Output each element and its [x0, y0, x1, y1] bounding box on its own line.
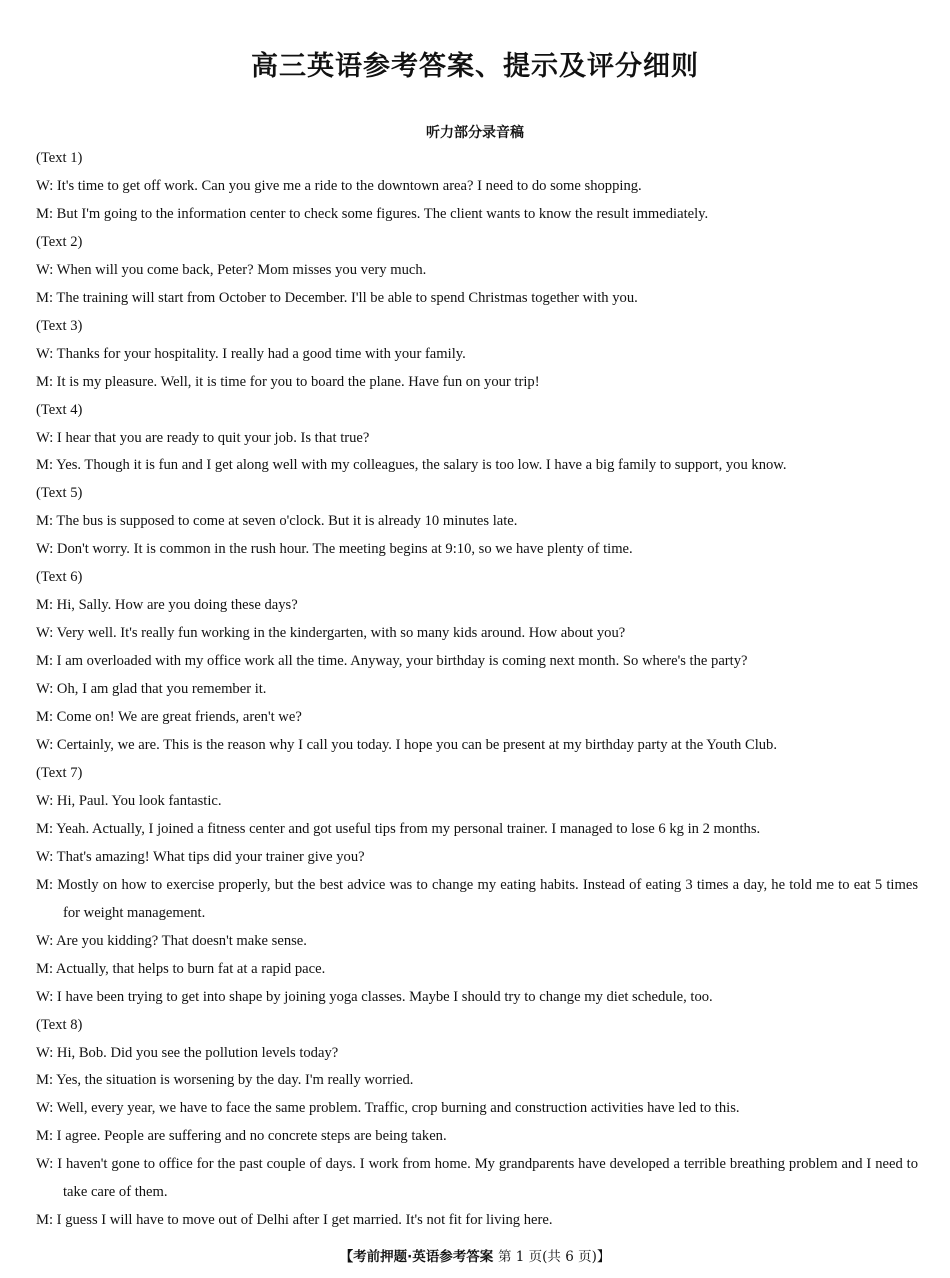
text-label: (Text 3)	[36, 317, 83, 334]
text-label: (Text 4)	[36, 401, 83, 418]
dialogue-line: M: Actually, that helps to burn fat at a rapid pace.	[36, 960, 326, 977]
dialogue-line: M: But I'm going to the information center to check some figures. The client wants to know the result immediately.	[36, 205, 709, 222]
dialogue-line: M: Yes. Though it is fun and I get along well with my colleagues, the salary is too low. I have a big family to support, you know.	[36, 457, 787, 474]
footer-label: 【考前押题·英语参考答案	[339, 1249, 494, 1265]
dialogue-line: W: Thanks for your hospitality. I really had a good time with your family.	[36, 345, 466, 362]
dialogue-line: W: Don't worry. It is common in the rush hour. The meeting begins at 9:10, so we have plenty of time.	[36, 541, 633, 558]
dialogue-line: M: It is my pleasure. Well, it is time for you to board the plane. Have fun on your trip!	[36, 373, 540, 390]
text-label: (Text 5)	[36, 485, 83, 502]
dialogue-line: M: Yeah. Actually, I joined a fitness center and got useful tips from my personal trainer. I managed to lose 6 kg in 2 months.	[36, 820, 761, 837]
dialogue-line: M: Hi, Sally. How are you doing these days?	[36, 597, 298, 614]
page-title: 高三英语参考答案、提示及评分细则	[251, 51, 699, 82]
dialogue-line: W: It's time to get off work. Can you give me a ride to the downtown area? I need to do some shopping.	[36, 177, 642, 194]
dialogue-line: W: That's amazing! What tips did your trainer give you?	[36, 848, 365, 865]
dialogue-line: M: I guess I will have to move out of Delhi after I get married. It's not fit for living here.	[36, 1212, 553, 1229]
dialogue-line: W: Hi, Bob. Did you see the pollution levels today?	[36, 1044, 339, 1061]
dialogue-line: M: Come on! We are great friends, aren't we?	[36, 709, 302, 726]
text-label: (Text 6)	[36, 569, 83, 586]
text-label: (Text 8)	[36, 1016, 83, 1033]
dialogue-line: W: Hi, Paul. You look fantastic.	[36, 792, 222, 809]
text-label: (Text 2)	[36, 233, 83, 250]
dialogue-line: M: I am overloaded with my office work all the time. Anyway, your birthday is coming next month. So where's the party?	[36, 653, 748, 670]
dialogue-line: W: I hear that you are ready to quit your job. Is that true?	[36, 429, 370, 446]
dialogue-line: W: I haven't gone to office for the past couple of days. I work from home. My grandparents have developed a terrible breathing problem and I need to take care of them.	[36, 1156, 918, 1201]
dialogue-line: M: I agree. People are suffering and no concrete steps are being taken.	[36, 1128, 447, 1145]
page-number: 第 1 页(共 6 页)】	[497, 1249, 611, 1265]
dialogue-line: M: Mostly on how to exercise properly, but the best advice was to change my eating habits. Instead of eating 3 times a day, he told me to eat 5 times for weight management.	[36, 876, 918, 921]
transcript	[36, 145, 918, 1235]
text-label: (Text 7)	[36, 764, 83, 781]
page-footer	[0, 1245, 950, 1265]
text-label: (Text 1)	[36, 150, 83, 166]
dialogue-line: W: I have been trying to get into shape by joining yoga classes. Maybe I should try to change my diet schedule, too.	[36, 988, 713, 1005]
dialogue-line: M: The training will start from October to December. I'll be able to spend Christmas together with you.	[36, 289, 638, 306]
dialogue-line: W: Certainly, we are. This is the reason why I call you today. I hope you can be present at my birthday party at the Youth Club.	[36, 737, 777, 754]
dialogue-line: M: Yes, the situation is worsening by the day. I'm really worried.	[36, 1072, 414, 1089]
section-title: 听力部分录音稿	[426, 125, 524, 141]
dialogue-line: M: The bus is supposed to come at seven o'clock. But it is already 10 minutes late.	[36, 513, 518, 530]
dialogue-line: W: Very well. It's really fun working in the kindergarten, with so many kids around. How about you?	[36, 625, 626, 642]
dialogue-line: W: Oh, I am glad that you remember it.	[36, 681, 267, 698]
dialogue-line: W: When will you come back, Peter? Mom misses you very much.	[36, 261, 427, 278]
dialogue-line: W: Well, every year, we have to face the same problem. Traffic, crop burning and construction activities have led to this.	[36, 1100, 740, 1117]
dialogue-line: W: Are you kidding? That doesn't make sense.	[36, 932, 307, 949]
